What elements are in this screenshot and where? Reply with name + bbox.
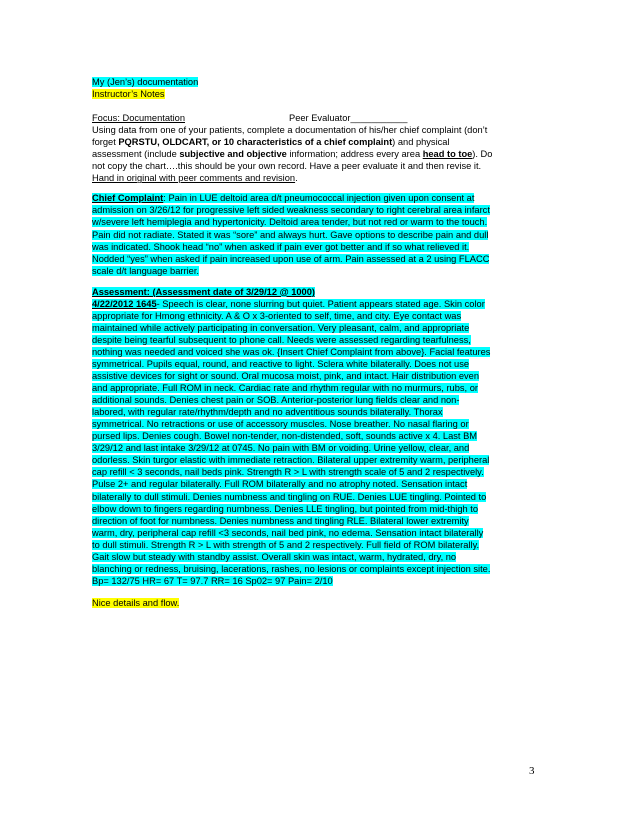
page-number: 3 (529, 765, 535, 777)
legend-instructor-notes: Instructor’s Notes (92, 89, 165, 100)
assessment-text: - Speech is clear, none slurring but quiet. Patient appears stated age. Skin color (156, 298, 485, 309)
assessment-text: 3/29/12 and last intake 3/29/12 at 0745. No pain with BM or voiding. Urine yellow, clear, and (92, 443, 470, 454)
instructions-line-2: forget PQRSTU, OLDCART, or 10 characteristics of a chief complaint) and physical (92, 137, 450, 148)
instructions-line-5: Hand in original with peer comments and revision. (92, 173, 298, 184)
chief-complaint-text: Nodded “yes” when asked if pain increased upon use of arm. Pain assessed at a 2 using FLACC (92, 253, 490, 264)
assessment-text: blanching or redness, bruising, lacerations, rashes, no lesions or complaints except injection site. (92, 563, 491, 574)
assessment-text: elbow down to fingers regarding numbness. Denies LLE tingling, but pointed from mid-thigh to (92, 503, 479, 514)
assessment-text: to dull stimuli. Strength R > L with strength of 5 and 2 respectively. Full field of ROM bilaterally. (92, 539, 480, 550)
assessment-text: pursed lips. Denies cough. Bowel non-tender, non-distended, soft, sounds active x 4. Last BM (92, 431, 478, 442)
assessment-title: Assessment: (Assessment date of 3/29/12 @ 1000) (92, 286, 315, 297)
assessment-text: Gait slow but steady with standby assist. Overall skin was intact, warm, hydrated, dry, no (92, 551, 457, 562)
chief-complaint-text: admission on 3/26/12 for progressive left sided weakness secondary to right cerebral area infarct (92, 205, 490, 216)
assessment-text: odorless. Skin turgor elastic with immediate retraction. Bilateral upper extremity warm, peripheral (92, 455, 490, 466)
assessment-text: additional sounds. Denies chest pain or SOB. Anterior-posterior lung fields clear and non- (92, 395, 460, 406)
chief-complaint-text: Pain did not radiate. Stated it was “sore” and always hurt. Gave options to describe pain and dull (92, 229, 489, 240)
assessment-text: maintained while actively participating in conversation. Very pleasant, calm, and appropriate (92, 322, 470, 333)
chief-complaint-label: Chief Complaint (92, 193, 164, 204)
assessment-text: nothing was needed and voiced she was ok. {Insert Chief Complaint from above}. Facial features (92, 346, 491, 357)
instructions-line-4: not copy the chart….this should be your own record. Have a peer evaluate it and then revise it. (92, 161, 482, 172)
chief-complaint-section (92, 192, 547, 276)
assessment-text: cap refill < 3 seconds, nail beds pink. Strength R > L with strength scale of 5 and 2 respectively. (92, 467, 484, 478)
vitals-line: Bp= 132/75 HR= 67 T= 97.7 RR= 16 Sp02= 97 Pain= 2/10 (92, 575, 333, 586)
assessment-text: bilaterally to dull stimuli. Denies numbness and tingling on RUE. Denies LUE tingling. Pointed to (92, 491, 487, 502)
assessment-text: symmetrical. Pupils equal, round, and reactive to light. Sclera white bilaterally. Does not use (92, 358, 470, 369)
assessment-date: 4/22/2012 1645 (92, 298, 157, 309)
peer-evaluator: Peer Evaluator___________ (289, 113, 408, 124)
assessment-text: assistive devices for sight or sound. Oral mucosa moist, pink, and intact. Hair distribution even (92, 371, 480, 382)
assessment-text: and appropriate. Full ROM in neck. Cardiac rate and rhythm regular with no murmurs, rubs, or (92, 383, 478, 394)
assessment-text: warm, dry, peripheral cap refill <3 seconds, nail bed pink, no edema. Sensation intact bilaterally (92, 527, 484, 538)
assessment-text: direction of foot for numbness. Denies numbness and tingling RLE. Bilateral lower extremity (92, 515, 469, 526)
chief-complaint-text: w/severe left hemiplegia and hypertonicity. Deltoid area tender, but not red or warm to the touch. (92, 217, 488, 228)
assessment-text: symmetrical. No retractions or use of accessory muscles. Nose breather. No nasal flaring or (92, 419, 469, 430)
instructor-comment: Nice details and flow. (92, 597, 180, 608)
assessment-text: labored, with regular rate/rhythm/depth and no adventitious sounds bilaterally. Thorax (92, 407, 443, 418)
assessment-text: despite being tearful subsequent to phone call. Needs were assessed regarding tearfulness, (92, 334, 471, 345)
assessment-section (92, 286, 547, 587)
document-page (92, 76, 547, 609)
chief-complaint-text: scale d/t language barrier. (92, 265, 199, 276)
instructions-line-3: assessment (include subjective and objective information; address every area head to toe). Do (92, 149, 493, 160)
assessment-text: appropriate for Hmong ethnicity. A & O x 3-oriented to self, time, and city. Eye contact was (92, 310, 462, 321)
focus-line (92, 112, 547, 124)
chief-complaint-text: : Pain in LUE deltoid area d/t pneumococcal injection given upon consent at (163, 193, 475, 204)
chief-complaint-text: was indicated. Shook head “no” when asked if pain ever got better and if so what relieved it. (92, 241, 470, 252)
legend-jen-documentation: My (Jen’s) documentation (92, 77, 199, 87)
assessment-text: Pulse 2+ and regular bilaterally. Full ROM bilaterally and no atrophy noted. Sensation intact (92, 479, 468, 490)
instructions-line-1: Using data from one of your patients, complete a documentation of his/her chief complaint (don’t (92, 125, 488, 136)
focus-label: Focus: Documentation (92, 113, 186, 124)
